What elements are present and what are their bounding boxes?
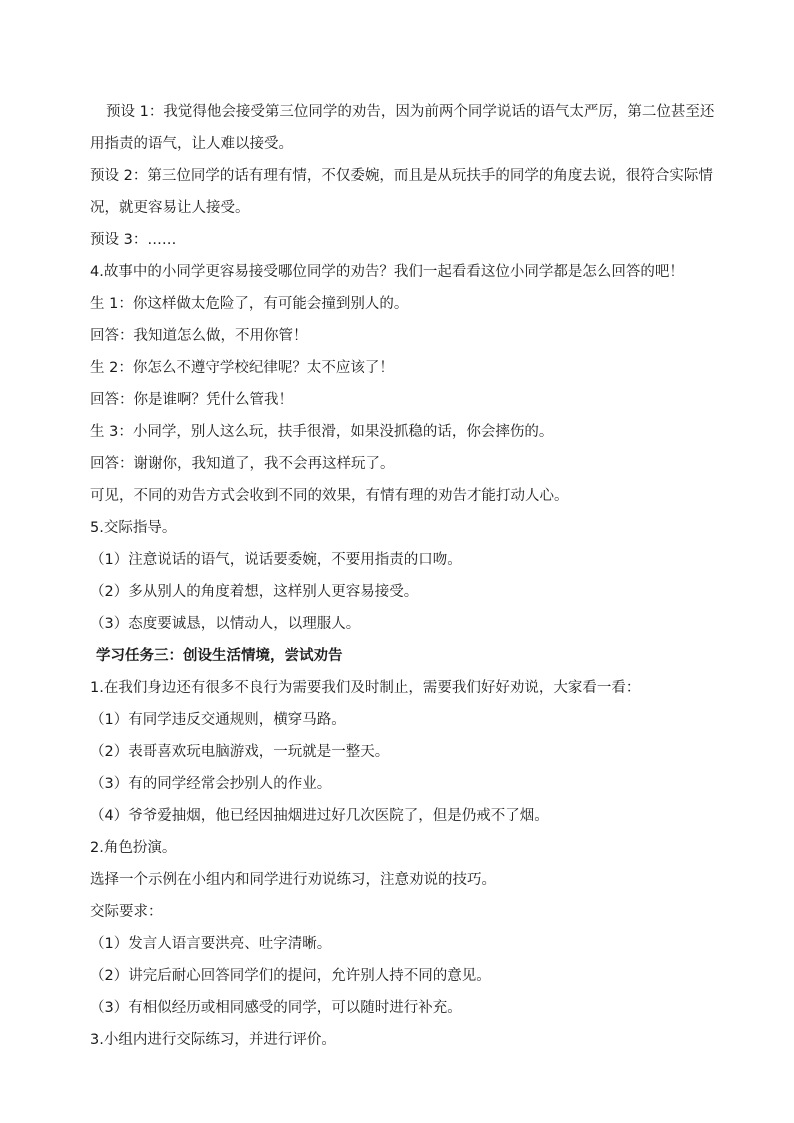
case-3-item: （3）有的同学经常会抄别人的作业。 (90, 776, 332, 792)
step-5-paragraph: 5.交际指导。 (90, 520, 177, 536)
task-3-heading: 学习任务三：创设生活情境，尝试劝告 (96, 648, 343, 664)
document-body (90, 96, 718, 1056)
guide-2-item: （2）多从别人的角度着想，这样别人更容易接受。 (90, 584, 419, 600)
guide-3-item: （3）态度要诚恳，以情动人，以理服人。 (90, 616, 361, 632)
student-2-line: 生 2：你怎么不遵守学校纪律呢？太不应该了！ (90, 360, 394, 376)
case-1-item: （1）有同学违反交通规则，横穿马路。 (90, 712, 346, 728)
case-2-item: （2）表哥喜欢玩电脑游戏，一玩就是一整天。 (90, 744, 390, 760)
task3-step-1-paragraph: 1.在我们身边还有很多不良行为需要我们及时制止，需要我们好好劝说，大家看一看： (90, 680, 641, 696)
answer-1-line: 回答：我知道怎么做，不用你管！ (90, 328, 308, 344)
answer-3-line: 回答：谢谢你，我知道了，我不会再这样玩了。 (90, 456, 395, 472)
step-4-paragraph: 4.故事中的小同学更容易接受哪位同学的劝告？我们一起看看这位小同学都是怎么回答的吧！ (90, 264, 684, 280)
answer-2-line: 回答：你是谁啊？凭什么管我！ (90, 392, 293, 408)
preset-2-paragraph: 预设 2：第三位同学的话有理有情，不仅委婉，而且是从玩扶手的同学的角度去说，很符合实际情况，就更容易让人接受。 (90, 168, 713, 216)
requirements-title: 交际要求： (90, 904, 163, 920)
preset-3-paragraph: 预设 3：…… (90, 232, 177, 248)
guide-1-item: （1）注意说话的语气，说话要委婉，不要用指责的口吻。 (90, 552, 462, 568)
requirement-2-item: （2）讲完后耐心回答同学们的提问，允许别人持不同的意见。 (90, 968, 491, 984)
roleplay-description: 选择一个示例在小组内和同学进行劝说练习，注意劝说的技巧。 (90, 872, 496, 888)
requirement-3-item: （3）有相似经历或相同感受的同学，可以随时进行补充。 (90, 1000, 462, 1016)
preset-1-paragraph: 预设 1：我觉得他会接受第三位同学的劝告，因为前两个同学说话的语气太严厉，第二位甚至还用指责的语气，让人难以接受。 (90, 104, 715, 152)
task3-step-2-paragraph: 2.角色扮演。 (90, 840, 177, 856)
conclusion-paragraph: 可见，不同的劝告方式会收到不同的效果，有情有理的劝告才能打动人心。 (90, 488, 569, 504)
requirement-1-item: （1）发言人语言要洪亮、吐字清晰。 (90, 936, 332, 952)
student-1-line: 生 1：你这样做太危险了，有可能会撞到别人的。 (90, 296, 409, 312)
task3-step-3-paragraph: 3.小组内进行交际练习，并进行评价。 (90, 1032, 336, 1048)
case-4-item: （4）爷爷爱抽烟，他已经因抽烟进过好几次医院了，但是仍戒不了烟。 (90, 808, 549, 824)
student-3-line: 生 3：小同学，别人这么玩，扶手很滑，如果没抓稳的话，你会摔伤的。 (90, 424, 554, 440)
